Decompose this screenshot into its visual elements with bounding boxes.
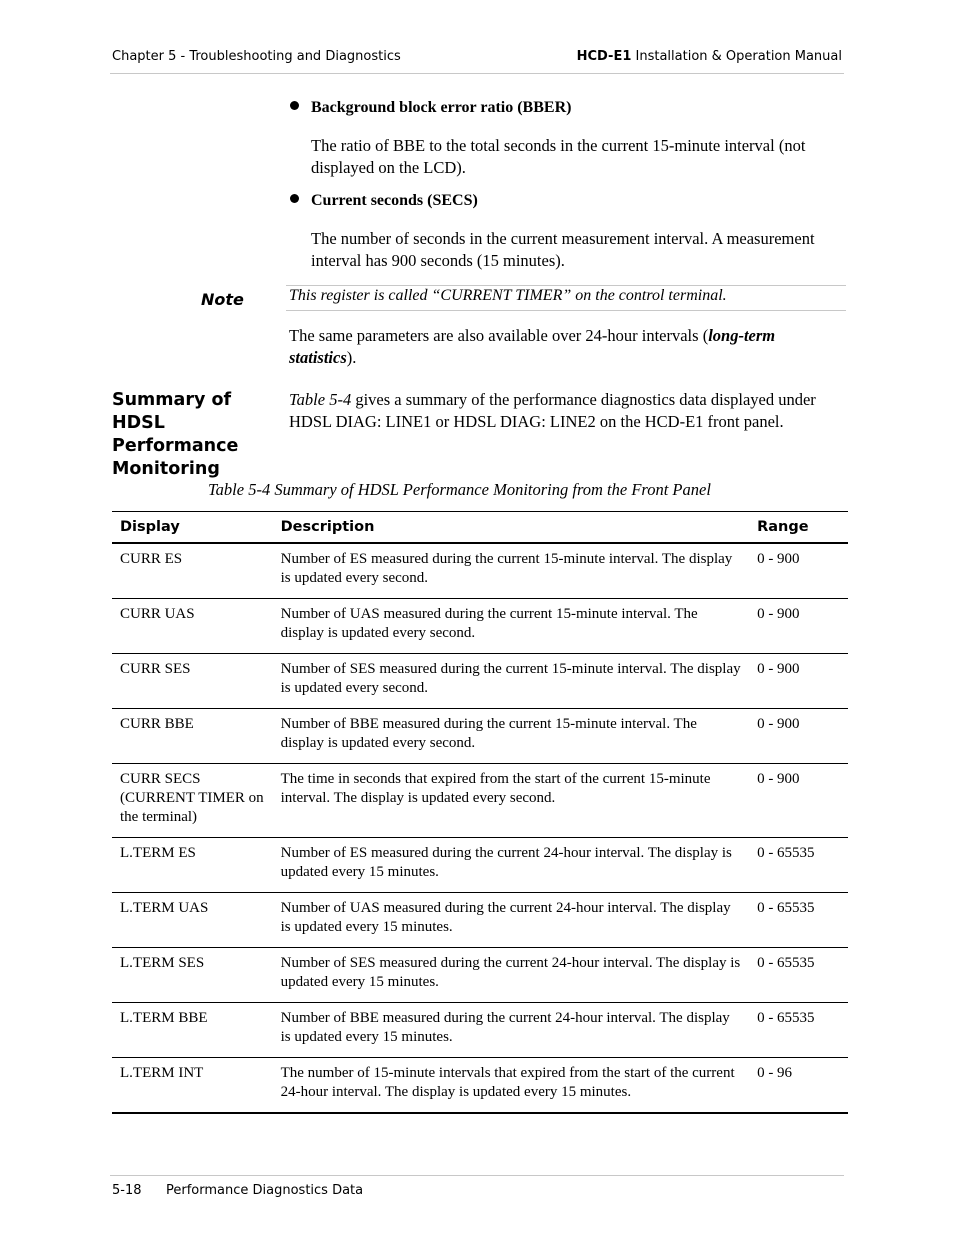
cell-range: 0 - 900 — [749, 654, 848, 709]
bullet-secs — [290, 192, 478, 210]
column-header-range: Range — [749, 512, 848, 544]
cell-range: 0 - 900 — [749, 709, 848, 764]
long-term-text: The same parameters are also available over 24-hour intervals ( — [289, 326, 709, 345]
long-term-emphasis: long-term statistics — [289, 326, 776, 367]
table-row — [112, 599, 848, 654]
cell-description: Number of SES measured during the current 24-hour interval. The display is updated every 15 minutes. — [273, 948, 749, 1003]
cell-description: Number of UAS measured during the current 15-minute interval. The display is updated every second. — [273, 599, 749, 654]
cell-range: 0 - 65535 — [749, 948, 848, 1003]
cell-display: CURR UAS — [112, 599, 273, 654]
table-row — [112, 893, 848, 948]
cell-range: 0 - 65535 — [749, 838, 848, 893]
header-manual-rest: Installation & Operation Manual — [631, 49, 842, 64]
cell-display: L.TERM INT — [112, 1058, 273, 1114]
table-row — [112, 543, 848, 599]
long-term-close: ). — [346, 347, 357, 367]
table-caption: Table 5-4 Summary of HDSL Performance Monitoring from the Front Panel — [208, 480, 711, 499]
table-row — [112, 654, 848, 709]
cell-description: Number of BBE measured during the current 15-minute interval. The display is updated every second. — [273, 709, 749, 764]
cell-range: 0 - 900 — [749, 543, 848, 599]
table-row — [112, 948, 848, 1003]
footer-page-number: 5-18 — [112, 1183, 142, 1198]
cell-range: 0 - 65535 — [749, 893, 848, 948]
cell-description: Number of UAS measured during the current 24-hour interval. The display is updated every 15 minutes. — [273, 893, 749, 948]
cell-range: 0 - 96 — [749, 1058, 848, 1114]
table-row — [112, 709, 848, 764]
cell-range: 0 - 65535 — [749, 1003, 848, 1058]
cell-display: CURR ES — [112, 543, 273, 599]
table-row — [112, 1058, 848, 1114]
section-paragraph — [289, 389, 834, 432]
cell-description: Number of ES measured during the current 15-minute interval. The display is updated every second. — [273, 543, 749, 599]
cell-display: CURR BBE — [112, 709, 273, 764]
column-header-display: Display — [112, 512, 273, 544]
bullet-secs-text: The number of seconds in the current measurement interval. A measurement interval has 900 seconds (15 minutes). — [311, 229, 815, 270]
header-manual-title — [577, 49, 842, 64]
note-top-rule — [286, 285, 846, 286]
cell-range: 0 - 900 — [749, 764, 848, 838]
column-header-description: Description — [273, 512, 749, 544]
cell-description: The time in seconds that expired from the start of the current 15-minute interval. The display is updated every second. — [273, 764, 749, 838]
header-chapter: Chapter 5 - Troubleshooting and Diagnostics — [112, 49, 401, 64]
bullet-bber-text: The ratio of BBE to the total seconds in the current 15-minute interval (not displayed on the LCD). — [311, 136, 806, 177]
note-bottom-rule — [286, 310, 846, 311]
table-row — [112, 1003, 848, 1058]
note-label: Note — [201, 290, 244, 309]
footer-divider — [110, 1175, 844, 1176]
cell-display: L.TERM SES — [112, 948, 273, 1003]
performance-table — [112, 511, 848, 1114]
section-text: gives a summary of the performance diagnostics data displayed under HDSL DIAG: LINE1 or HDSL DIAG: LINE2 on the HCD-E1 front panel. — [289, 390, 816, 431]
bullet-bber — [290, 99, 571, 117]
cell-display: L.TERM ES — [112, 838, 273, 893]
cell-display: CURR SECS (CURRENT TIMER on the terminal) — [112, 764, 273, 838]
table-header-row — [112, 512, 848, 544]
footer-section-title: Performance Diagnostics Data — [166, 1183, 364, 1198]
cell-description: The number of 15-minute intervals that expired from the start of the current 24-hour interval. The display is updated every 15 minutes. — [273, 1058, 749, 1114]
cell-description: Number of BBE measured during the current 24-hour interval. The display is updated every 15 minutes. — [273, 1003, 749, 1058]
bullet-icon — [290, 101, 299, 110]
cell-display: L.TERM BBE — [112, 1003, 273, 1058]
cell-description: Number of ES measured during the current 24-hour interval. The display is updated every 15 minutes. — [273, 838, 749, 893]
cell-range: 0 - 900 — [749, 599, 848, 654]
table-row — [112, 838, 848, 893]
cell-display: L.TERM UAS — [112, 893, 273, 948]
table-row — [112, 764, 848, 838]
cell-display: CURR SES — [112, 654, 273, 709]
long-term-paragraph — [289, 325, 829, 368]
bullet-icon — [290, 194, 299, 203]
bullet-title: Background block error ratio (BBER) — [311, 99, 572, 116]
note-text: This register is called “CURRENT TIMER” on the control terminal. — [289, 287, 727, 304]
header-divider — [110, 73, 844, 74]
cell-description: Number of SES measured during the current 15-minute interval. The display is updated every second. — [273, 654, 749, 709]
table-reference-link[interactable]: Table 5-4 — [289, 390, 352, 409]
section-heading: Summary of HDSL Performance Monitoring — [112, 390, 239, 479]
bullet-title: Current seconds (SECS) — [311, 192, 478, 209]
header-product-name: HCD-E1 — [576, 49, 632, 64]
